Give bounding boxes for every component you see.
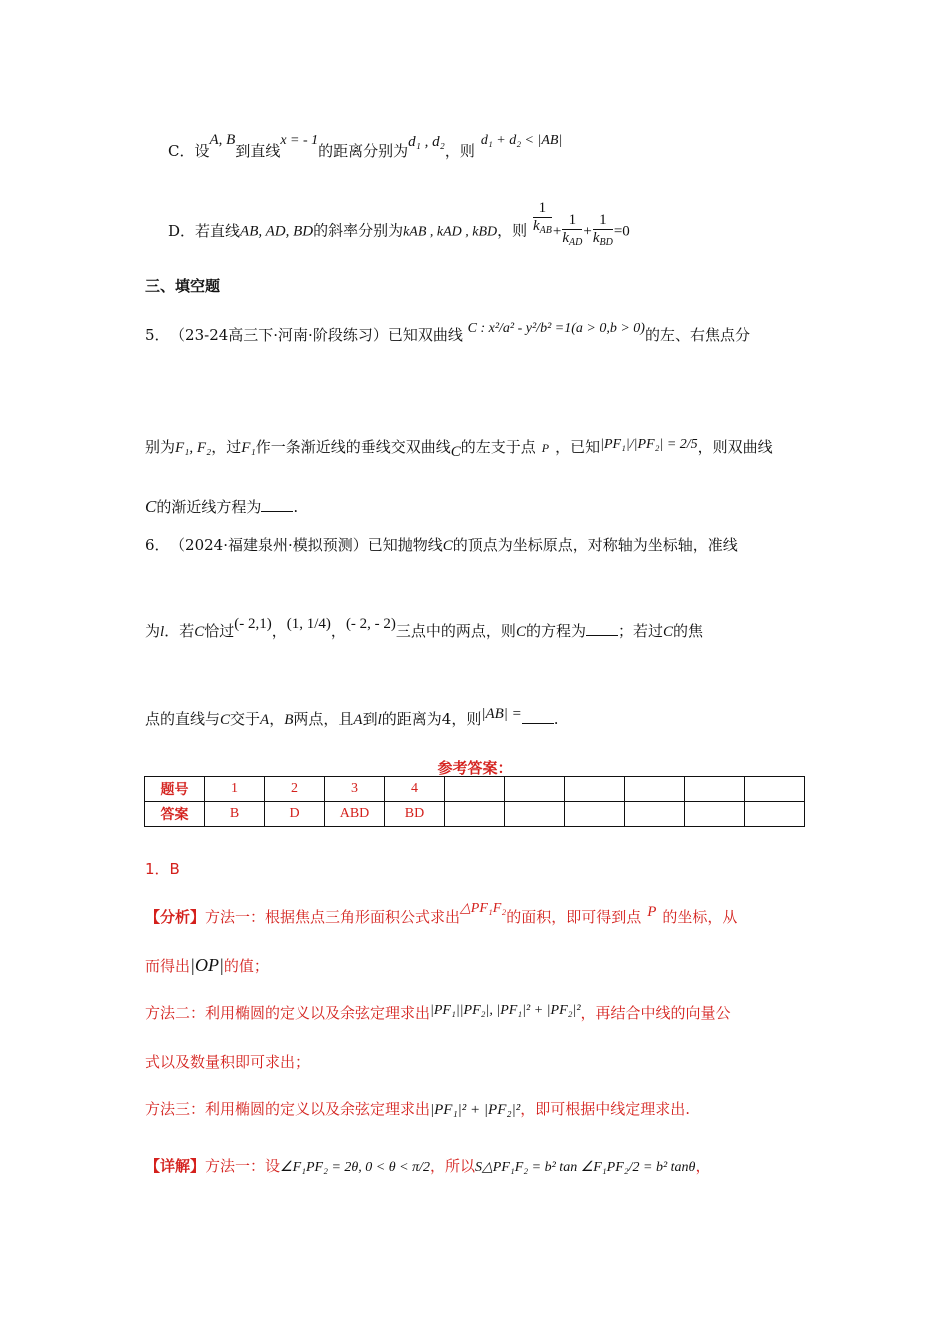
text: 方法二：利用椭圆的定义以及余弦定理求出 bbox=[145, 1004, 431, 1022]
text: 的值； bbox=[223, 957, 269, 975]
fraction: $\frac{1}{k_{BD}}$ bbox=[592, 212, 613, 248]
focus-f1: F₁ bbox=[241, 440, 256, 456]
text: . bbox=[553, 710, 559, 728]
table-cell: 2 bbox=[265, 777, 325, 802]
point-2: (1, 1/4) bbox=[286, 616, 331, 632]
hyperbola-equation: C : x²/a² - y²/b² =1(a > 0,b > 0) bbox=[467, 321, 645, 336]
directrix-l: l bbox=[377, 712, 382, 728]
text: 为 bbox=[145, 622, 161, 640]
table-cell: BD bbox=[385, 802, 445, 827]
point-1: (- 2,1) bbox=[234, 616, 272, 632]
table-cell: 1 bbox=[205, 777, 265, 802]
method-2-line-2: 式以及数量积即可求出； bbox=[145, 1053, 311, 1071]
line-equation: x = - 1 bbox=[280, 133, 319, 148]
text: ，再结合中线的向量公 bbox=[580, 1004, 731, 1022]
text: 别为 bbox=[145, 438, 176, 456]
curve-c: C bbox=[662, 624, 673, 640]
table-cell bbox=[685, 777, 745, 802]
equals-zero: =0 bbox=[613, 223, 630, 240]
table-cell: ABD bbox=[325, 802, 385, 827]
text: 的左、右焦点分 bbox=[644, 326, 750, 344]
analysis-line-1 bbox=[145, 901, 738, 927]
text: 的面积，即可得到点 bbox=[506, 908, 642, 926]
text: ，则 bbox=[497, 221, 528, 240]
text: 恰过 bbox=[204, 622, 235, 640]
text: 三点中的两点，则 bbox=[395, 622, 516, 640]
text: ，则 bbox=[444, 142, 475, 160]
curve-c: C bbox=[450, 444, 461, 460]
text: 的距离为4，则 bbox=[381, 710, 482, 728]
text: ，即可根据中线定理求出. bbox=[520, 1100, 690, 1118]
analysis-line-2 bbox=[145, 955, 269, 976]
point-a: A bbox=[260, 712, 270, 728]
op-length: |OP| bbox=[190, 955, 224, 975]
text: 到 bbox=[362, 710, 378, 728]
answer-blank-1[interactable] bbox=[586, 621, 618, 636]
table-cell bbox=[445, 777, 505, 802]
text: 的坐标，从 bbox=[662, 908, 738, 926]
table-cell bbox=[565, 777, 625, 802]
text: 方法三：利用椭圆的定义以及余弦定理求出 bbox=[145, 1100, 431, 1118]
option-d-label: D．若直线 bbox=[168, 221, 241, 240]
text: 作一条渐近线的垂线交双曲线 bbox=[255, 438, 451, 456]
curve-c: C bbox=[442, 538, 453, 554]
text: 的距离分别为 bbox=[318, 142, 409, 160]
directrix-l: l bbox=[160, 624, 165, 640]
line-names: AB, AD, BD bbox=[240, 223, 314, 240]
text: . bbox=[293, 498, 299, 516]
fraction: $\frac{1}{k_{AD}}$ bbox=[562, 212, 583, 248]
option-d: D．若直线AB, AD, BD的斜率分别为kAB , kAD , kBD，则 $\frac{1}{k_{AB}}$ + $\frac{1}{k_{AD}}$ + $\frac{1}{k_{BD}}$ =0 bbox=[145, 212, 630, 251]
question-number: 5． bbox=[145, 326, 170, 344]
method-2-expression: |PF₁||PF₂|, |PF₁|² + |PF₂|² bbox=[430, 1003, 581, 1018]
text: 两点，且 bbox=[293, 710, 354, 728]
question-5-line-2 bbox=[145, 436, 773, 460]
table-row bbox=[145, 777, 805, 802]
option-c-label: C．设 bbox=[168, 142, 210, 160]
table-cell: 3 bbox=[325, 777, 385, 802]
foci: F₁, F₂ bbox=[175, 440, 212, 456]
question-6-line-1 bbox=[145, 534, 738, 555]
method-2-line-1 bbox=[145, 1002, 731, 1023]
text: 的顶点为坐标原点，对称轴为坐标轴，准线 bbox=[452, 536, 738, 554]
point-a: A bbox=[353, 712, 363, 728]
answer-key-title: 参考答案： bbox=[437, 759, 513, 777]
table-cell bbox=[625, 802, 685, 827]
slopes: kAB , kAD , kBD bbox=[403, 224, 498, 240]
text: ；若过 bbox=[617, 622, 663, 640]
table-cell bbox=[625, 777, 685, 802]
table-cell: B bbox=[205, 802, 265, 827]
triangle-pf1f2: △PF₁F₂ bbox=[460, 901, 507, 916]
angle-expression: ∠F₁PF₂ = 2θ, 0 < θ < π/2 bbox=[280, 1160, 430, 1175]
text: ．若 bbox=[164, 622, 195, 640]
point-p: P bbox=[541, 441, 550, 455]
table-cell: 4 bbox=[385, 777, 445, 802]
answer-blank[interactable] bbox=[261, 497, 293, 512]
question-source: （23-24高三下·河南·阶段练习）已知双曲线 bbox=[177, 326, 463, 344]
text: 的左支于点 bbox=[460, 438, 536, 456]
question-5-line-1 bbox=[145, 321, 750, 345]
text: 的焦 bbox=[673, 622, 704, 640]
text: ，所以 bbox=[429, 1157, 475, 1175]
ratio: |PF₁|/|PF₂| = 2/5 bbox=[600, 437, 698, 452]
curve-c: C bbox=[145, 497, 157, 516]
table-cell bbox=[505, 802, 565, 827]
inequality: d₁ + d₂ < |AB| bbox=[480, 133, 563, 148]
question-6-line-3 bbox=[145, 708, 559, 729]
distances: d₁ , d₂ bbox=[408, 134, 445, 150]
table-header-answer: 答案 bbox=[145, 802, 205, 827]
section-title: 三、填空题 bbox=[145, 277, 221, 295]
solution-heading: 1．B bbox=[145, 860, 180, 878]
curve-c: C bbox=[194, 624, 205, 640]
text: 点的直线与 bbox=[145, 710, 221, 728]
answer-blank-2[interactable] bbox=[522, 709, 554, 724]
text: 到直线 bbox=[235, 142, 281, 160]
analysis-tag: 【分析】 bbox=[145, 908, 206, 926]
method-3-line bbox=[145, 1098, 690, 1119]
point-3: (- 2, - 2) bbox=[345, 616, 396, 632]
text: ，已知 bbox=[555, 438, 601, 456]
text: ， bbox=[695, 1157, 711, 1175]
text: 的斜率分别为 bbox=[313, 221, 404, 240]
option-c bbox=[145, 132, 563, 161]
table-cell: D bbox=[265, 802, 325, 827]
point-b: B bbox=[284, 712, 294, 728]
question-6-line-2: 为l．若C恰过(- 2,1)，(1, 1/4)，(- 2, - 2)三点中的两点，则C的方程为 ；若过C的焦 bbox=[145, 616, 704, 640]
table-cell bbox=[685, 802, 745, 827]
table-header-number: 题号 bbox=[145, 777, 205, 802]
text: 方法一：根据焦点三角形面积公式求出 bbox=[205, 908, 461, 926]
points-ab: A, B bbox=[209, 132, 236, 148]
answer-table bbox=[144, 776, 805, 827]
text: ， bbox=[269, 710, 285, 728]
point-p: P bbox=[647, 904, 657, 920]
detail-tag: 【详解】 bbox=[145, 1157, 206, 1175]
curve-c: C bbox=[515, 624, 526, 640]
table-cell bbox=[745, 777, 805, 802]
method-3-expression: |PF₁|² + |PF₂|² bbox=[430, 1102, 521, 1118]
text: ，过 bbox=[211, 438, 242, 456]
curve-c: C bbox=[220, 712, 231, 728]
question-source: （2024·福建泉州·模拟预测）已知抛物线 bbox=[177, 536, 443, 554]
text: 的渐近线方程为 bbox=[156, 498, 262, 516]
table-cell bbox=[745, 802, 805, 827]
chord-length: |AB| = bbox=[481, 706, 522, 722]
reciprocal-sum: $\frac{1}{k_{AB}}$ bbox=[532, 200, 552, 236]
text: 的方程为 bbox=[525, 622, 586, 640]
table-cell bbox=[445, 802, 505, 827]
table-cell bbox=[505, 777, 565, 802]
text: 交于 bbox=[230, 710, 261, 728]
question-5-line-3 bbox=[145, 496, 298, 517]
text: ，则双曲线 bbox=[697, 438, 773, 456]
question-number: 6． bbox=[145, 536, 170, 554]
text: 而得出 bbox=[145, 957, 191, 975]
text: 方法一：设 bbox=[205, 1157, 281, 1175]
area-expression: S△PF₁F₂ = b² tan ∠F₁PF₂/2 = b² tanθ bbox=[475, 1160, 696, 1175]
table-cell bbox=[565, 802, 625, 827]
table-row bbox=[145, 802, 805, 827]
detail-line bbox=[145, 1155, 710, 1176]
